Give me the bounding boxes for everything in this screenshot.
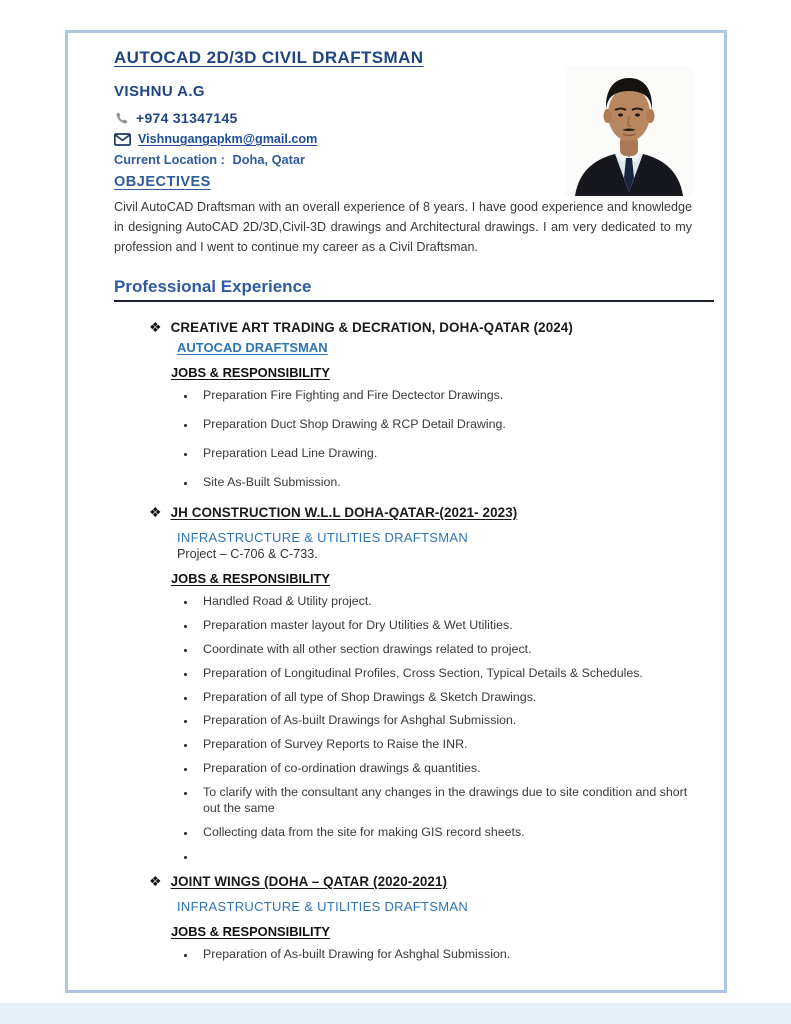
objectives-text: Civil AutoCAD Draftsman with an overall experience of 8 years. I have good experience and knowledge in designing AutoCAD 2D/3D,Civil-3D drawings and Architectural drawings. I am very dedicated to my profession and I went to continue my career as a Civil Draftsman. bbox=[114, 200, 692, 254]
email-link[interactable]: Vishnugangapkm@gmail.com bbox=[138, 132, 318, 146]
job-heading-row bbox=[149, 504, 694, 521]
diamond-marker-icon: ❖ bbox=[149, 503, 162, 520]
bullet-item: • Preparation Lead Line Drawing. bbox=[196, 446, 694, 462]
company-name: CREATIVE ART TRADING & DECRATION, DOHA-QATAR (2024) bbox=[170, 319, 573, 335]
bullet-item: • To clarify with the consultant any changes in the drawings due to site condition and short out the same bbox=[196, 785, 694, 817]
email-icon bbox=[114, 133, 131, 146]
job-heading-row bbox=[149, 873, 694, 890]
responsibilities-heading: JOBS & RESPONSIBILITY bbox=[171, 365, 331, 381]
job-jh-construction bbox=[149, 504, 694, 865]
bullet-item: • Preparation Duct Shop Drawing & RCP Detail Drawing. bbox=[196, 417, 694, 433]
phone-icon bbox=[114, 111, 129, 126]
bullet-item: • Coordinate with all other section drawings related to project. bbox=[196, 642, 694, 658]
bullet-item: • Site As-Built Submission. bbox=[196, 475, 694, 491]
page-border-frame bbox=[65, 30, 727, 993]
bullet-item: • Preparation master layout for Dry Utilities & Wet Utilities. bbox=[196, 618, 694, 634]
bullet-item: • Preparation of As-built Drawing for Ashghal Submission. bbox=[196, 947, 694, 963]
company-name: JOINT WINGS (DOHA – QATAR (2020-2021) bbox=[170, 873, 448, 889]
phone-number: +974 31347145 bbox=[136, 110, 238, 126]
job-joint-wings bbox=[149, 873, 694, 963]
job-role: AUTOCAD DRAFTSMAN bbox=[177, 340, 328, 356]
job-creative-art bbox=[149, 319, 694, 491]
bullet-item: • Preparation of co-ordination drawings & quantities. bbox=[196, 761, 694, 777]
resume-content bbox=[114, 48, 694, 971]
location-label: Current Location : bbox=[114, 152, 225, 167]
professional-experience-heading: Professional Experience bbox=[114, 277, 714, 302]
diamond-marker-icon: ❖ bbox=[149, 872, 162, 889]
page-title: AUTOCAD 2D/3D CIVIL DRAFTSMAN bbox=[114, 48, 424, 67]
responsibilities-heading: JOBS & RESPONSIBILITY bbox=[171, 571, 331, 587]
bullet-item: • Collecting data from the site for making GIS record sheets. bbox=[196, 825, 694, 841]
person-name: VISHNU A.G bbox=[114, 83, 205, 100]
diamond-marker-icon: ❖ bbox=[149, 318, 162, 335]
bullet-item: • Preparation Fire Fighting and Fire Dectector Drawings. bbox=[196, 388, 694, 404]
objectives-heading: OBJECTIVES bbox=[114, 174, 211, 190]
bullet-item: • Preparation of Longitudinal Profiles, Cross Section, Typical Details & Schedules. bbox=[196, 666, 694, 682]
responsibility-list bbox=[176, 388, 694, 491]
responsibility-list bbox=[176, 947, 694, 963]
bullet-item: • Preparation of all type of Shop Drawings & Sketch Drawings. bbox=[196, 690, 694, 706]
bottom-page-band bbox=[0, 1003, 791, 1024]
bullet-item: • Preparation of Survey Reports to Raise the INR. bbox=[196, 737, 694, 753]
location-value: Doha, Qatar bbox=[232, 152, 306, 167]
bullet-item bbox=[196, 849, 694, 865]
current-location bbox=[114, 152, 694, 167]
responsibility-list bbox=[176, 594, 694, 865]
bullet-item: • Preparation of As-built Drawings for Ashghal Submission. bbox=[196, 713, 694, 729]
job-role: INFRASTRUCTURE & UTILITIES DRAFTSMAN bbox=[177, 530, 469, 546]
company-name: JH CONSTRUCTION W.L.L DOHA-QATAR-(2021- 2023) bbox=[170, 504, 518, 520]
phone-row bbox=[114, 110, 694, 126]
email-row bbox=[114, 132, 694, 146]
job-role: INFRASTRUCTURE & UTILITIES DRAFTSMAN bbox=[177, 898, 469, 914]
bullet-item: • Handled Road & Utility project. bbox=[196, 594, 694, 610]
responsibilities-heading: JOBS & RESPONSIBILITY bbox=[171, 923, 331, 939]
job-heading-row bbox=[149, 319, 694, 336]
project-line: Project – C-706 & C-733. bbox=[177, 547, 318, 562]
